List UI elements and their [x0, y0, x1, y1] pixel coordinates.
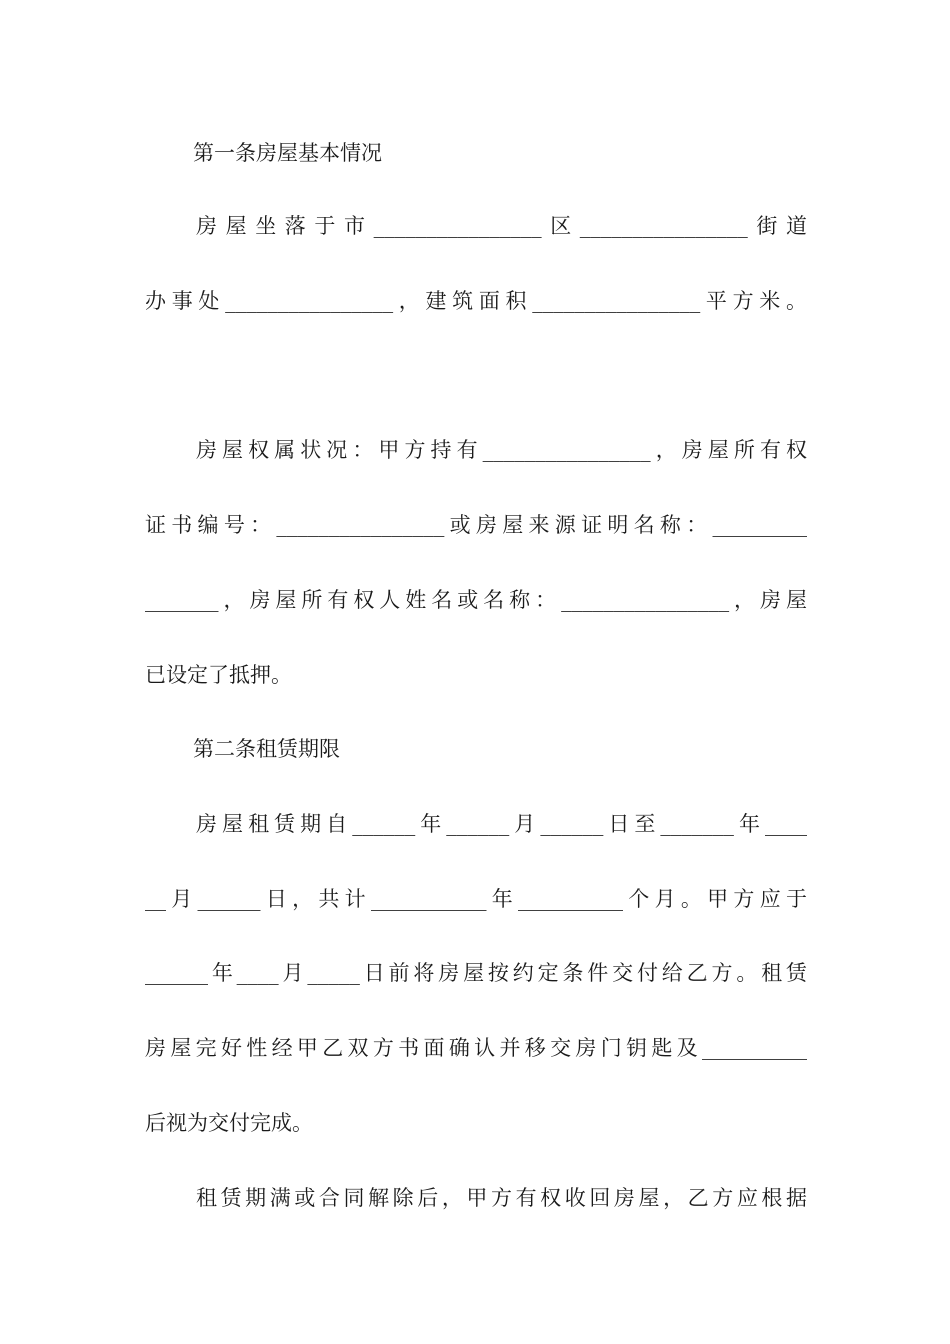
text-line: 证书编号：________________或房屋来源证明名称：_________	[145, 513, 807, 537]
text-line: 已设定了抵押。	[145, 663, 292, 687]
text-line: 租赁期满或合同解除后，甲方有权收回房屋，乙方应根据	[196, 1186, 807, 1210]
text-line: 房屋租赁期自______年______月______日至_______年____	[196, 812, 807, 836]
text-line: ______年____月_____日前将房屋按约定条件交付给乙方。租赁	[145, 961, 807, 985]
text-line: 办事处________________，建筑面积________________平方米。	[145, 289, 807, 313]
text-line: 房屋权属状况：甲方持有________________，房屋所有权	[196, 438, 807, 462]
text-line: _______，房屋所有权人姓名或名称：________________，房屋	[145, 588, 807, 612]
text-line: 房屋完好性经甲乙双方书面确认并移交房门钥匙及__________	[145, 1036, 807, 1060]
text-line: 后视为交付完成。	[145, 1111, 313, 1135]
article-1-heading: 第一条房屋基本情况	[193, 141, 382, 165]
text-line: 房屋坐落于市________________区________________街道	[196, 214, 807, 238]
article-2-heading: 第二条租赁期限	[193, 737, 340, 761]
text-line: __月______日，共计___________年__________个月。甲方应于	[145, 887, 807, 911]
